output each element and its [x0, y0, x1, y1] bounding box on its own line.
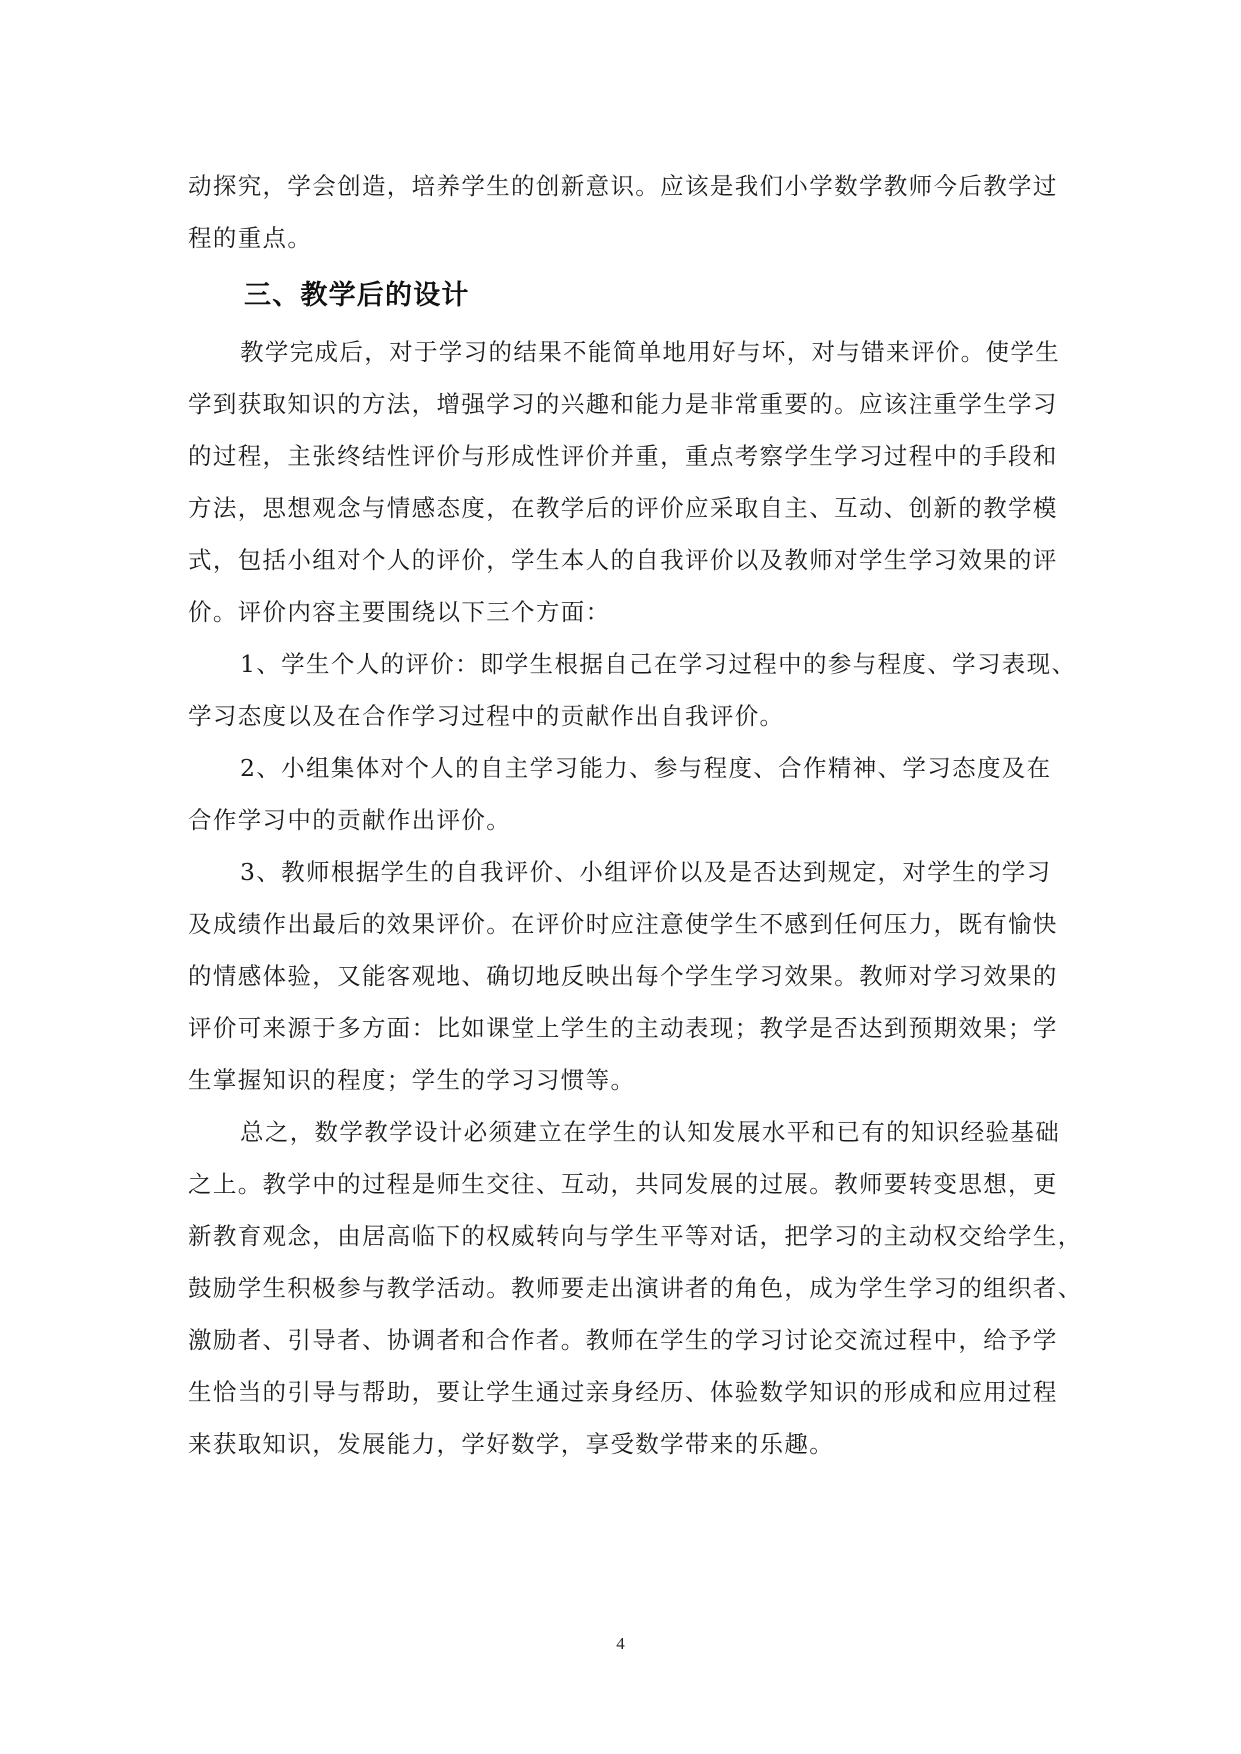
section-heading: 三、教学后的设计 — [244, 280, 470, 311]
list-item-3 — [188, 846, 1058, 1106]
paragraph-line: 激励者、引导者、协调者和合作者。教师在学生的学习讨论交流过程中，给予学 — [188, 1326, 1058, 1354]
paragraph-line: 2、小组集体对个人的自主学习能力、参与程度、合作精神、学习态度及在 — [240, 754, 1052, 782]
paragraph-line: 生掌握知识的程度；学生的学习习惯等。 — [188, 1066, 636, 1094]
continuation-paragraph — [188, 160, 1058, 264]
paragraph-line: 新教育观念，由居高临下的权威转向与学生平等对话，把学习的主动权交给学生， — [188, 1222, 1083, 1250]
paragraph-line: 3、教师根据学生的自我评价、小组评价以及是否达到规定，对学生的学习 — [240, 858, 1052, 886]
paragraph-line: 方法，思想观念与情感态度，在教学后的评价应采取自主、互动、创新的教学模 — [188, 494, 1058, 522]
paragraph-line: 鼓励学生积极参与教学活动。教师要走出演讲者的角色，成为学生学习的组织者、 — [188, 1274, 1083, 1302]
paragraph-line: 动探究，学会创造，培养学生的创新意识。应该是我们小学数学教师今后教学过 — [188, 172, 1058, 200]
paragraph-line: 合作学习中的贡献作出评价。 — [188, 806, 512, 834]
paragraph-line: 评价可来源于多方面：比如课堂上学生的主动表现；教学是否达到预期效果；学 — [188, 1014, 1058, 1042]
paragraph-line: 的情感体验，又能客观地、确切地反映出每个学生学习效果。教师对学习效果的 — [188, 962, 1058, 990]
conclusion-paragraph — [188, 1106, 1083, 1470]
paragraph-line: 总之，数学教学设计必须建立在学生的认知发展水平和已有的知识经验基础 — [240, 1118, 1061, 1146]
paragraph-line: 价。评价内容主要围绕以下三个方面： — [188, 598, 611, 626]
paragraph-line: 1、学生个人的评价：即学生根据自己在学习过程中的参与程度、学习表现、 — [240, 650, 1077, 678]
paragraph-line: 式，包括小组对个人的评价，学生本人的自我评价以及教师对学生学习效果的评 — [188, 546, 1058, 574]
paragraph-line: 的过程，主张终结性评价与形成性评价并重，重点考察学生学习过程中的手段和 — [188, 442, 1058, 470]
paragraph-line: 教学完成后，对于学习的结果不能简单地用好与坏，对与错来评价。使学生 — [240, 338, 1061, 366]
paragraph-line: 来获取知识，发展能力，学好数学，享受数学带来的乐趣。 — [188, 1430, 835, 1458]
paragraph-line: 之上。教学中的过程是师生交往、互动，共同发展的过展。教师要转变思想，更 — [188, 1170, 1058, 1198]
page-number: 4 — [616, 1634, 625, 1653]
document-page — [188, 160, 1083, 1470]
paragraph-line: 学到获取知识的方法，增强学习的兴趣和能力是非常重要的。应该注重学生学习 — [188, 390, 1058, 418]
intro-paragraph — [188, 326, 1061, 638]
list-item-2 — [188, 742, 1054, 846]
list-item-1 — [188, 638, 1077, 742]
paragraph-line: 学习态度以及在合作学习过程中的贡献作出自我评价。 — [188, 702, 785, 730]
paragraph-line: 及成绩作出最后的效果评价。在评价时应注意使学生不感到任何压力，既有愉快 — [188, 910, 1058, 938]
paragraph-line: 程的重点。 — [188, 224, 313, 252]
paragraph-line: 生恰当的引导与帮助，要让学生通过亲身经历、体验数学知识的形成和应用过程 — [188, 1378, 1058, 1406]
